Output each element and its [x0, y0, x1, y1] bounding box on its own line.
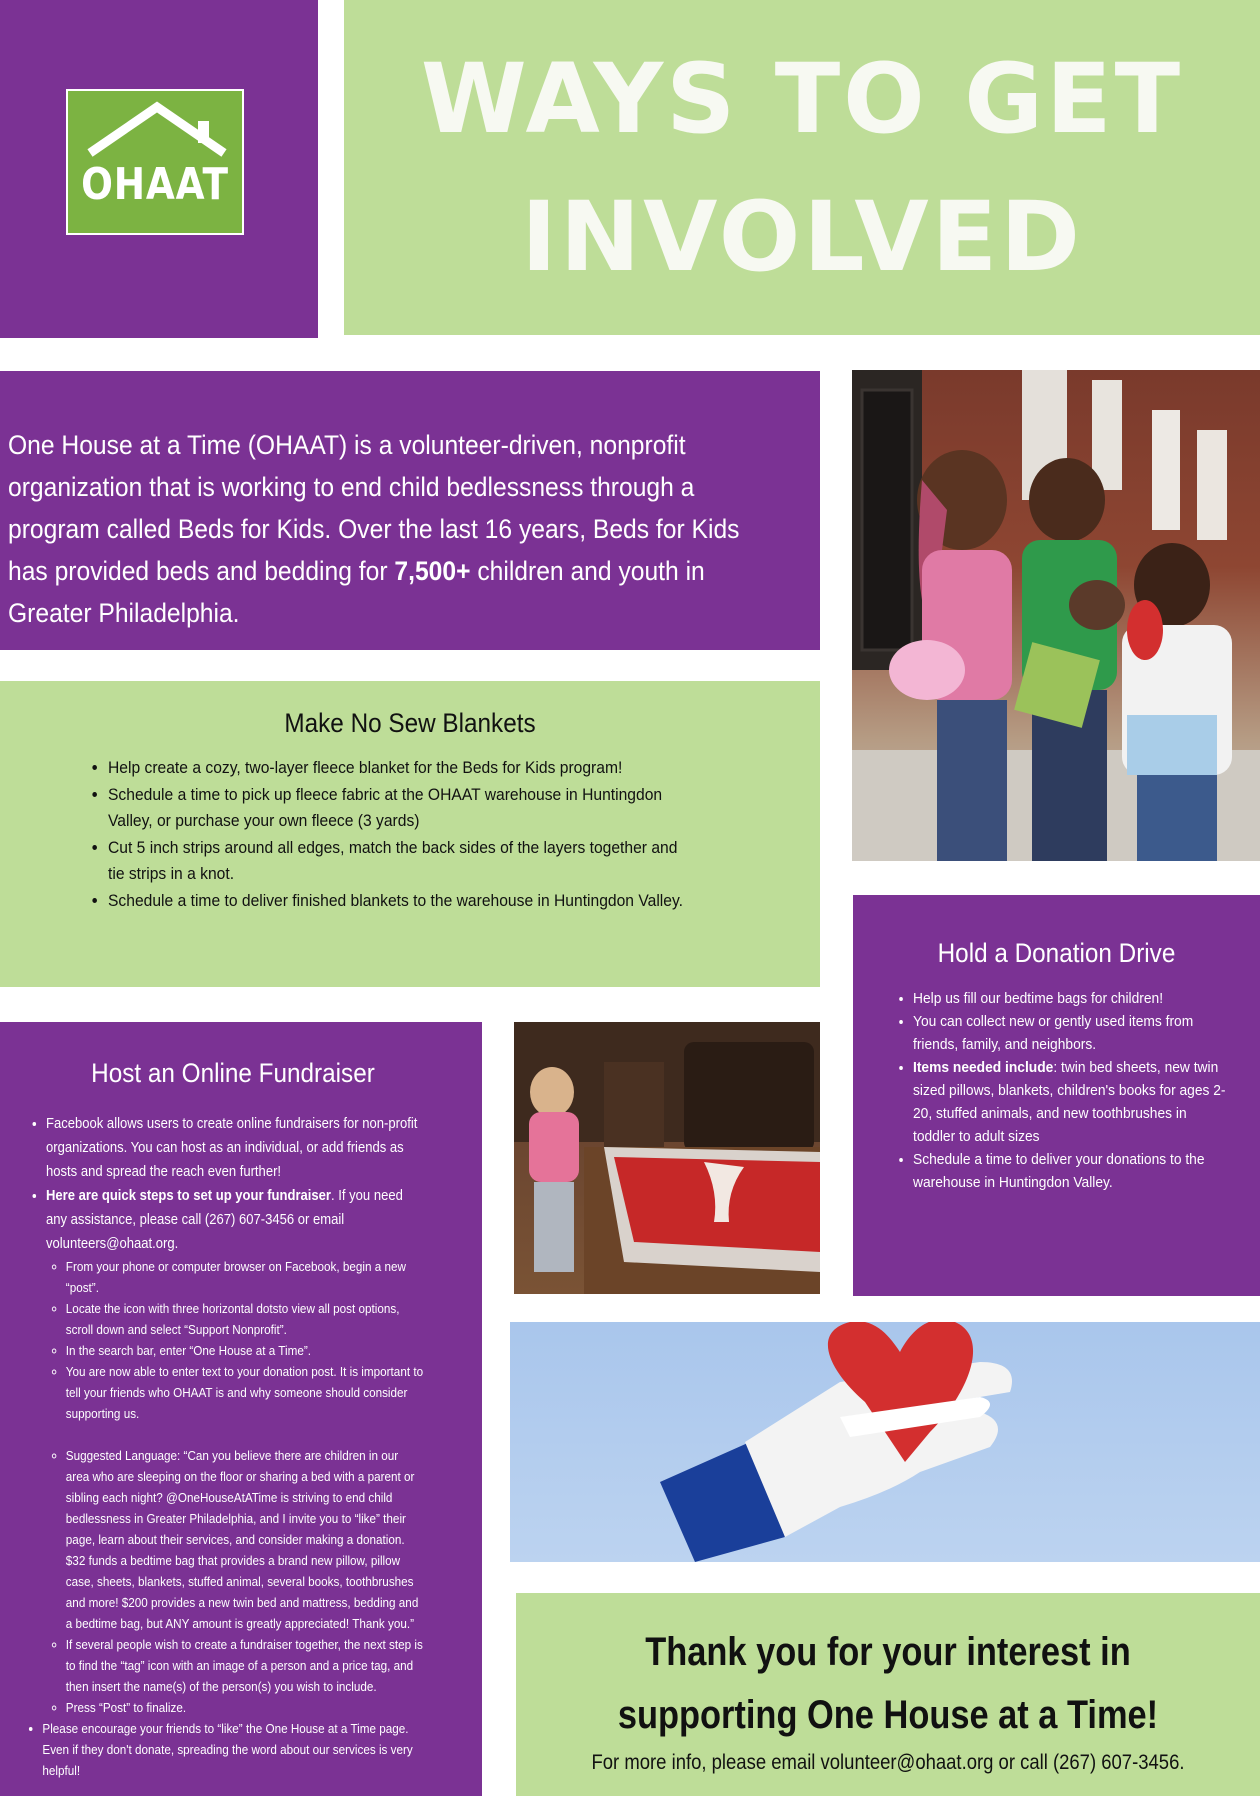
page-title-line2: INVOLVED — [521, 181, 1083, 293]
step-item: ◦ Press “Post” to finalize. — [66, 1697, 424, 1718]
list-item: • Schedule a time to pick up fleece fabric at the OHAAT warehouse in Huntingdon Valley, or purchase your own fleece (3 yards) — [108, 782, 697, 835]
list-item — [913, 1056, 1226, 1148]
thanks-line1: Thank you for your interest in — [645, 1630, 1131, 1674]
step-item: ◦ You are now able to enter text to your donation post. It is important to tell your friends who OHAAT is and why someone should consider supporting us. — [66, 1361, 424, 1424]
list-item: • Please encourage your friends to “like” the One House at a Time page. Even if they don't donate, spreading the word about our services is very helpful! — [42, 1718, 424, 1781]
step-item: ◦ Locate the icon with three horizontal dotsto view all post options, scroll down and select “Support Nonprofit”. — [66, 1298, 424, 1340]
intro-text — [8, 424, 761, 634]
blankets-list — [108, 755, 697, 914]
logo-text: OHAAT — [81, 159, 229, 210]
list-item: • Cut 5 inch strips around all edges, match the back sides of the layers together and tie strips in a knot. — [108, 835, 697, 888]
fundraiser-list — [42, 1112, 424, 1781]
intro-text-before: One House at a Time (OHAAT) is a volunteer-driven, nonprofit organization that is working to end child bedlessness through a program called Beds for Kids. Over the last 16 years, Beds for Kids has provided beds and bedding for — [8, 430, 740, 586]
intro-highlight: 7,500+ — [394, 556, 471, 586]
thanks-line2: supporting One House at a Time! — [617, 1693, 1159, 1737]
page-title — [344, 30, 1260, 306]
list-item: • Help us fill our bedtime bags for children! — [913, 987, 1226, 1010]
list-item: • Help create a cozy, two-layer fleece blanket for the Beds for Kids program! — [108, 755, 697, 782]
blankets-title: Make No Sew Blankets — [284, 708, 536, 738]
donation-list — [913, 987, 1226, 1194]
heart-hand-icon — [510, 1322, 1260, 1562]
title-panel — [344, 0, 1260, 335]
fundraiser-title: Host an Online Fundraiser — [91, 1058, 375, 1088]
list-item — [46, 1184, 424, 1718]
logo-panel — [0, 0, 318, 338]
ohaat-logo — [66, 89, 244, 235]
kids-photo — [852, 370, 1260, 861]
quick-steps-text: . If you need any assistance, please call (267) 607-3456 or email volunteers@ohaat.org. — [46, 1188, 403, 1252]
quick-steps-label: Here are quick steps to set up your fundraiser — [46, 1188, 332, 1204]
intro-panel — [0, 371, 820, 650]
list-item: • Schedule a time to deliver finished blankets to the warehouse in Huntingdon Valley. — [108, 888, 697, 915]
heart-hand-image — [510, 1322, 1260, 1562]
fundraiser-panel — [0, 1022, 482, 1796]
contact-info: For more info, please email volunteer@ohaat.org or call (267) 607-3456. — [591, 1751, 1185, 1774]
list-item: • Schedule a time to deliver your donations to the warehouse in Huntingdon Valley. — [913, 1148, 1226, 1194]
steps-list — [66, 1256, 424, 1718]
items-needed-text: : twin bed sheets, new twin sized pillows, blankets, children's books for ages 2-20, stuffed animals, and new toothbrushes in toddler to adult sizes — [913, 1059, 1226, 1145]
step-item: ◦ If several people wish to create a fundraiser together, the next step is to find the “tag” icon with an image of a person and a price tag, and then insert the name(s) of the person(s) you wish to include. — [66, 1634, 424, 1697]
house-roof-icon — [82, 99, 232, 161]
blanket-photo — [514, 1022, 820, 1294]
items-needed-label: Items needed include — [913, 1059, 1054, 1076]
step-item: ◦ Suggested Language: “Can you believe there are children in our area who are sleeping on the floor or sharing a bed with a parent or sibling each night? @OneHouseAtATime is striving to end child bedlessness in Greater Philadelphia, and I invite you to “like” their page, learn about their services, and consider making a donation. $32 funds a bedtime bag that provides a brand new pillow, pillow case, sheets, blankets, stuffed animal, several books, toothbrushes and more! $200 provides a new twin bed and mattress, bedding and a bedtime bag, but ANY amount is greatly appreciated! Thank you.” — [66, 1445, 424, 1634]
donation-title: Hold a Donation Drive — [937, 938, 1176, 968]
step-item: ◦ In the search bar, enter “One House at a Time”. — [66, 1340, 424, 1361]
thanks-title — [568, 1621, 1208, 1747]
donation-panel — [853, 895, 1260, 1296]
step-item: ◦ From your phone or computer browser on Facebook, begin a new “post”. — [66, 1256, 424, 1298]
blankets-panel — [0, 681, 820, 987]
list-item: • You can collect new or gently used items from friends, family, and neighbors. — [913, 1010, 1226, 1056]
page-title-line1: WAYS TO GET — [420, 43, 1184, 155]
thanks-panel — [516, 1593, 1260, 1796]
list-item: • Facebook allows users to create online fundraisers for non-profit organizations. You can host as an individual, or add friends as hosts and spread the reach even further! — [46, 1112, 424, 1184]
intro-text-after: children and youth in Greater Philadelphia. — [8, 556, 705, 628]
